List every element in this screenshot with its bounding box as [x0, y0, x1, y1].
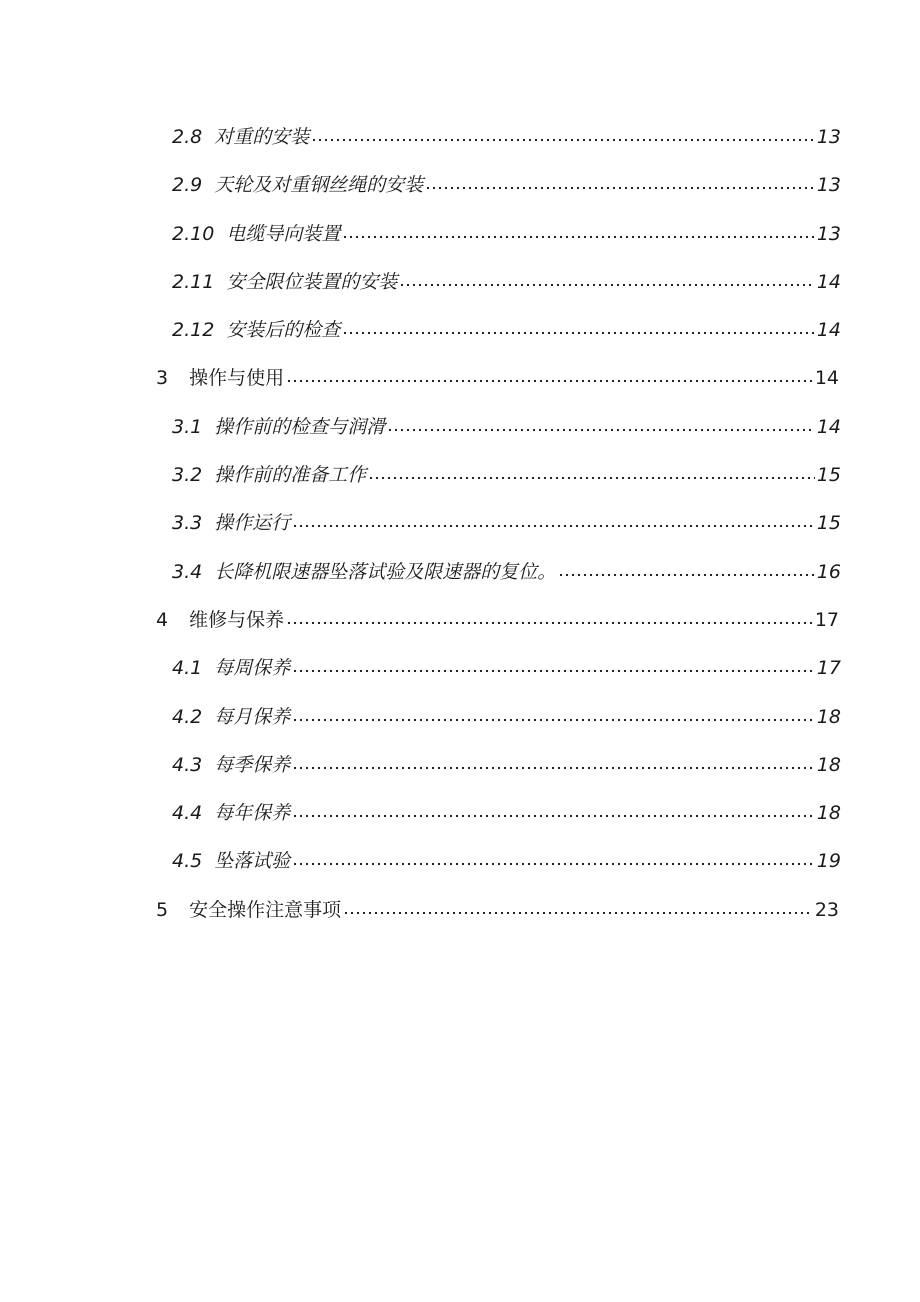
toc-entry-3-1[interactable] — [0, 403, 920, 451]
toc-entry-4-1[interactable] — [0, 644, 920, 692]
toc-entry-page: 18 — [816, 802, 841, 825]
toc-entry-page: 18 — [816, 705, 841, 728]
toc-entry-page: 23 — [814, 898, 839, 921]
toc-entry-number: 4.3 — [172, 753, 203, 776]
toc-entry-number: 4.4 — [172, 802, 203, 825]
toc-entry-title: 每月保养 — [214, 705, 291, 728]
toc-entry-number: 2.9 — [172, 174, 203, 197]
dot-leader — [292, 524, 815, 528]
dot-leader — [292, 669, 815, 673]
toc-entry-page: 15 — [816, 464, 841, 487]
toc-entry-page: 13 — [816, 222, 841, 245]
toc-entry-page: 16 — [816, 560, 841, 583]
toc-entry-4-2[interactable] — [0, 693, 920, 741]
toc-entry-title: 操作运行 — [214, 512, 291, 535]
toc-entry-number: 2.11 — [172, 270, 215, 293]
toc-entry-number: 2.12 — [172, 319, 215, 342]
toc-entry-page: 14 — [816, 319, 841, 342]
toc-entry-4-5[interactable] — [0, 837, 920, 885]
dot-leader — [292, 766, 815, 770]
toc-entry-title: 天轮及对重钢丝绳的安装 — [214, 174, 424, 197]
toc-entry-title: 安全操作注意事项 — [189, 898, 342, 921]
toc-entry-2-10[interactable] — [0, 210, 920, 258]
toc-entry-page: 18 — [816, 753, 841, 776]
toc-entry-page: 13 — [816, 174, 841, 197]
toc-entry-page: 14 — [814, 367, 839, 390]
toc-entry-number: 3.2 — [172, 464, 203, 487]
toc-entry-number: 3 — [156, 367, 169, 390]
toc-entry-5[interactable] — [0, 886, 920, 934]
dot-leader — [286, 621, 813, 625]
toc-entry-title: 维修与保养 — [189, 608, 285, 631]
dot-leader — [343, 911, 813, 915]
toc-entry-page: 14 — [816, 270, 841, 293]
toc-entry-number: 4.5 — [172, 850, 203, 873]
toc-entry-2-11[interactable] — [0, 258, 920, 306]
dot-leader — [399, 283, 814, 287]
toc-entry-number: 3.3 — [172, 512, 203, 535]
toc-entry-number: 4 — [156, 608, 169, 631]
toc-entry-title: 操作与使用 — [189, 367, 285, 390]
dot-leader — [387, 428, 815, 432]
toc-entry-title: 每季保养 — [214, 753, 291, 776]
toc-entry-4-3[interactable] — [0, 741, 920, 789]
toc-entry-title: 安全限位装置的安装 — [226, 270, 398, 293]
dot-leader — [286, 379, 813, 383]
toc-entry-title: 每年保养 — [214, 802, 291, 825]
toc-entry-3-4[interactable] — [0, 548, 920, 596]
dot-leader — [292, 862, 815, 866]
toc-entry-page: 17 — [816, 657, 841, 680]
toc-entry-title: 长降机限速器坠落试验及限速器的复位。 — [214, 560, 557, 583]
toc-entry-page: 17 — [814, 608, 839, 631]
toc-entry-number: 2.8 — [172, 126, 203, 148]
toc-entry-3-3[interactable] — [0, 499, 920, 547]
dot-leader — [292, 718, 815, 722]
toc-entry-3[interactable] — [0, 354, 920, 402]
toc-entry-page: 13 — [816, 126, 841, 148]
dot-leader — [558, 573, 815, 577]
toc-entry-number: 4.1 — [172, 657, 203, 680]
toc-entry-title: 每周保养 — [214, 657, 291, 680]
toc-entry-3-2[interactable] — [0, 451, 920, 499]
toc-entry-title: 坠落试验 — [214, 850, 291, 873]
toc-entry-2-12[interactable] — [0, 306, 920, 354]
toc-entry-title: 操作前的检查与润滑 — [214, 415, 386, 438]
table-of-contents — [0, 113, 920, 934]
toc-entry-number: 3.1 — [172, 415, 203, 438]
dot-leader — [342, 235, 814, 239]
toc-entry-number: 2.10 — [172, 222, 215, 245]
toc-entry-2-9[interactable] — [0, 161, 920, 209]
toc-entry-title: 对重的安装 — [214, 126, 310, 148]
dot-leader — [311, 138, 815, 142]
toc-entry-title: 操作前的准备工作 — [214, 464, 367, 487]
toc-entry-page: 15 — [816, 512, 841, 535]
dot-leader — [425, 186, 815, 190]
toc-entry-number: 3.4 — [172, 560, 203, 583]
toc-entry-2-8[interactable] — [0, 113, 920, 161]
toc-entry-title: 电缆导向装置 — [226, 222, 341, 245]
toc-entry-page: 19 — [816, 850, 841, 873]
toc-entry-4-4[interactable] — [0, 789, 920, 837]
toc-entry-4[interactable] — [0, 596, 920, 644]
dot-leader — [368, 476, 815, 480]
toc-entry-page: 14 — [816, 415, 841, 438]
toc-entry-title: 安装后的检查 — [226, 319, 341, 342]
toc-entry-number: 5 — [156, 898, 169, 921]
dot-leader — [342, 331, 814, 335]
toc-entry-number: 4.2 — [172, 705, 203, 728]
dot-leader — [292, 814, 815, 818]
